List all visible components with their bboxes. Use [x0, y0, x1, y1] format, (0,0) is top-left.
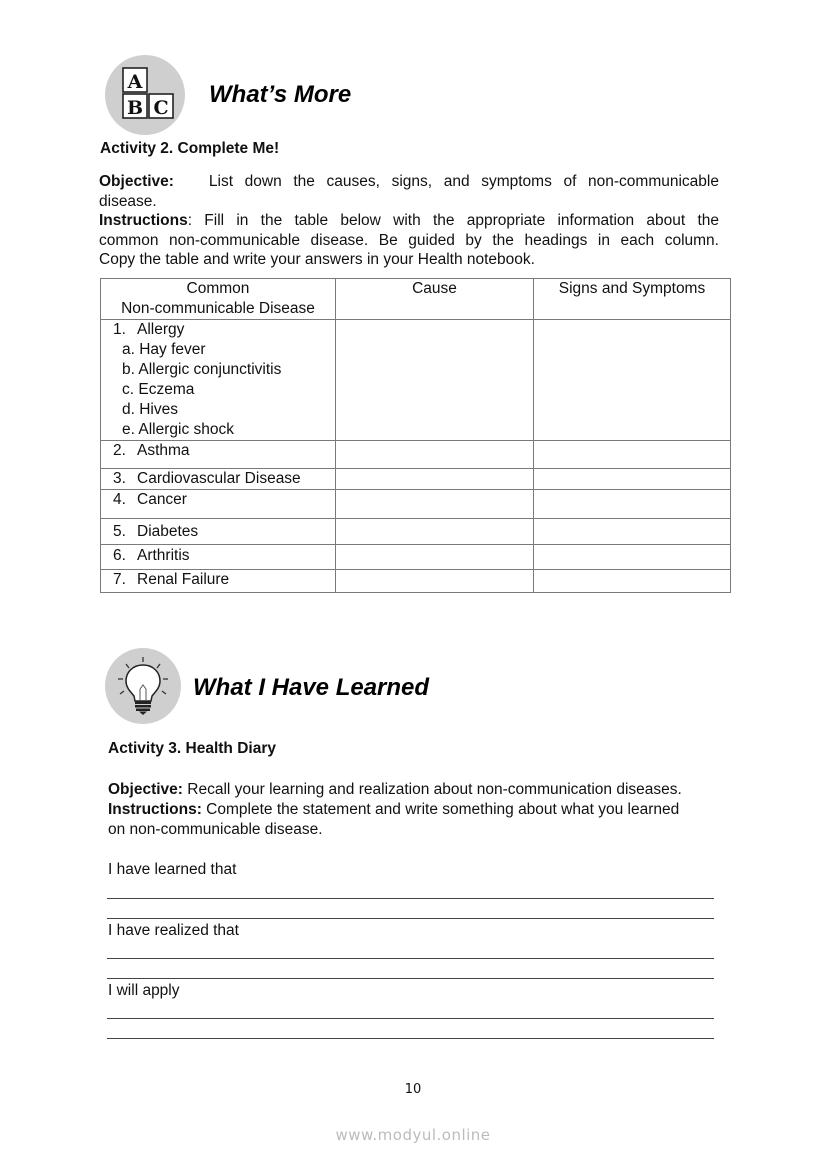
disease-cell: [101, 469, 336, 490]
header-disease: [101, 279, 336, 320]
prompt-apply: I will apply: [108, 982, 180, 999]
disease-name: Arthritis: [137, 547, 190, 564]
signs-cell[interactable]: [534, 519, 731, 545]
activity-2-title: Activity 2. Complete Me!: [100, 140, 280, 157]
signs-cell[interactable]: [534, 570, 731, 593]
cause-cell[interactable]: [336, 570, 534, 593]
watermark: www.modyul.online: [335, 1126, 491, 1144]
disease-cell: [101, 441, 336, 469]
disease-cell: [101, 320, 336, 441]
activity-3-instructions: [108, 800, 728, 839]
table-row: [101, 519, 731, 545]
signs-cell[interactable]: [534, 545, 731, 570]
answer-line-learned-1[interactable]: [107, 898, 714, 899]
instructions-label: Instructions: [99, 212, 188, 229]
answer-line-apply-1[interactable]: [107, 1018, 714, 1019]
prompt-learned: I have learned that: [108, 861, 237, 878]
row-number: 4.: [113, 491, 126, 508]
instructions-text: Complete the statement and write something about what you learned: [201, 801, 680, 818]
table-row: [101, 441, 731, 469]
answer-line-learned-2[interactable]: [107, 918, 714, 919]
abc-blocks-icon: [105, 55, 185, 135]
objective-text: List down the causes, signs, and symptoms of non-communicable: [208, 173, 719, 190]
table-row: [101, 570, 731, 593]
svg-text:B: B: [126, 97, 144, 119]
cause-cell[interactable]: [336, 545, 534, 570]
row-number: 1.: [113, 321, 126, 338]
sub-item: e. Allergic shock: [122, 421, 234, 438]
disease-name: Allergy: [137, 321, 185, 338]
activity-3-title: Activity 3. Health Diary: [108, 740, 276, 757]
activity-2-instructions: [99, 211, 719, 270]
objective-label: Objective:: [108, 781, 183, 798]
instructions-text-cont2: Copy the table and write your answers in your Health notebook.: [99, 251, 535, 268]
cause-cell[interactable]: [336, 320, 534, 441]
table-row: [101, 469, 731, 490]
header-disease-line1: Common: [186, 280, 250, 297]
header-signs-symptoms: Signs and Symptoms: [534, 279, 731, 320]
table-row: [101, 320, 731, 441]
row-number: 2.: [113, 442, 126, 459]
table-row: [101, 490, 731, 519]
disease-name: Cancer: [137, 491, 187, 508]
ncd-table: [100, 278, 731, 593]
svg-text:C: C: [153, 97, 169, 119]
cause-cell[interactable]: [336, 519, 534, 545]
signs-cell[interactable]: [534, 490, 731, 519]
disease-name: Diabetes: [137, 523, 199, 540]
page-number: 10: [404, 1082, 422, 1097]
disease-cell: [101, 545, 336, 570]
disease-cell: [101, 570, 336, 593]
row-number: 7.: [113, 571, 126, 588]
instructions-text-cont: on non-communicable disease.: [108, 820, 323, 838]
section-title-what-i-have-learned: What I Have Learned: [193, 674, 430, 701]
sub-item: a. Hay fever: [122, 341, 206, 358]
row-number: 3.: [113, 470, 126, 487]
cause-cell[interactable]: [336, 469, 534, 490]
sub-item: b. Allergic conjunctivitis: [122, 361, 282, 378]
cause-cell[interactable]: [336, 490, 534, 519]
signs-cell[interactable]: [534, 320, 731, 441]
activity-2-objective: [99, 172, 719, 211]
svg-text:A: A: [127, 71, 143, 93]
sub-item: c. Eczema: [122, 381, 195, 398]
instructions-text-cont: common non-communicable disease. Be guided by the headings in each column.: [99, 231, 719, 249]
answer-line-realized-1[interactable]: [107, 958, 714, 959]
activity-3-objective: [108, 780, 728, 800]
row-number: 5.: [113, 523, 126, 540]
lightbulb-icon: [105, 648, 181, 724]
sub-item: d. Hives: [122, 401, 178, 418]
header-cause: Cause: [336, 279, 534, 320]
answer-line-realized-2[interactable]: [107, 978, 714, 979]
disease-name: Cardiovascular Disease: [137, 470, 301, 487]
objective-text: Recall your learning and realization about non-communication diseases.: [182, 781, 682, 798]
answer-line-apply-2[interactable]: [107, 1038, 714, 1039]
cause-cell[interactable]: [336, 441, 534, 469]
section-title-whats-more: What’s More: [209, 81, 352, 108]
disease-name: Renal Failure: [137, 571, 230, 588]
prompt-realized: I have realized that: [108, 922, 239, 939]
objective-text-cont: disease.: [99, 192, 157, 210]
disease-cell: [101, 519, 336, 545]
signs-cell[interactable]: [534, 441, 731, 469]
table-row: [101, 545, 731, 570]
disease-name: Asthma: [137, 442, 190, 459]
disease-cell: [101, 490, 336, 519]
instructions-text: : Fill in the table below with the appropriate information about the: [187, 212, 719, 229]
header-disease-line2: Non-communicable Disease: [121, 300, 315, 317]
row-number: 6.: [113, 547, 126, 564]
objective-label: Objective:: [99, 173, 174, 190]
instructions-label: Instructions:: [108, 801, 202, 818]
signs-cell[interactable]: [534, 469, 731, 490]
